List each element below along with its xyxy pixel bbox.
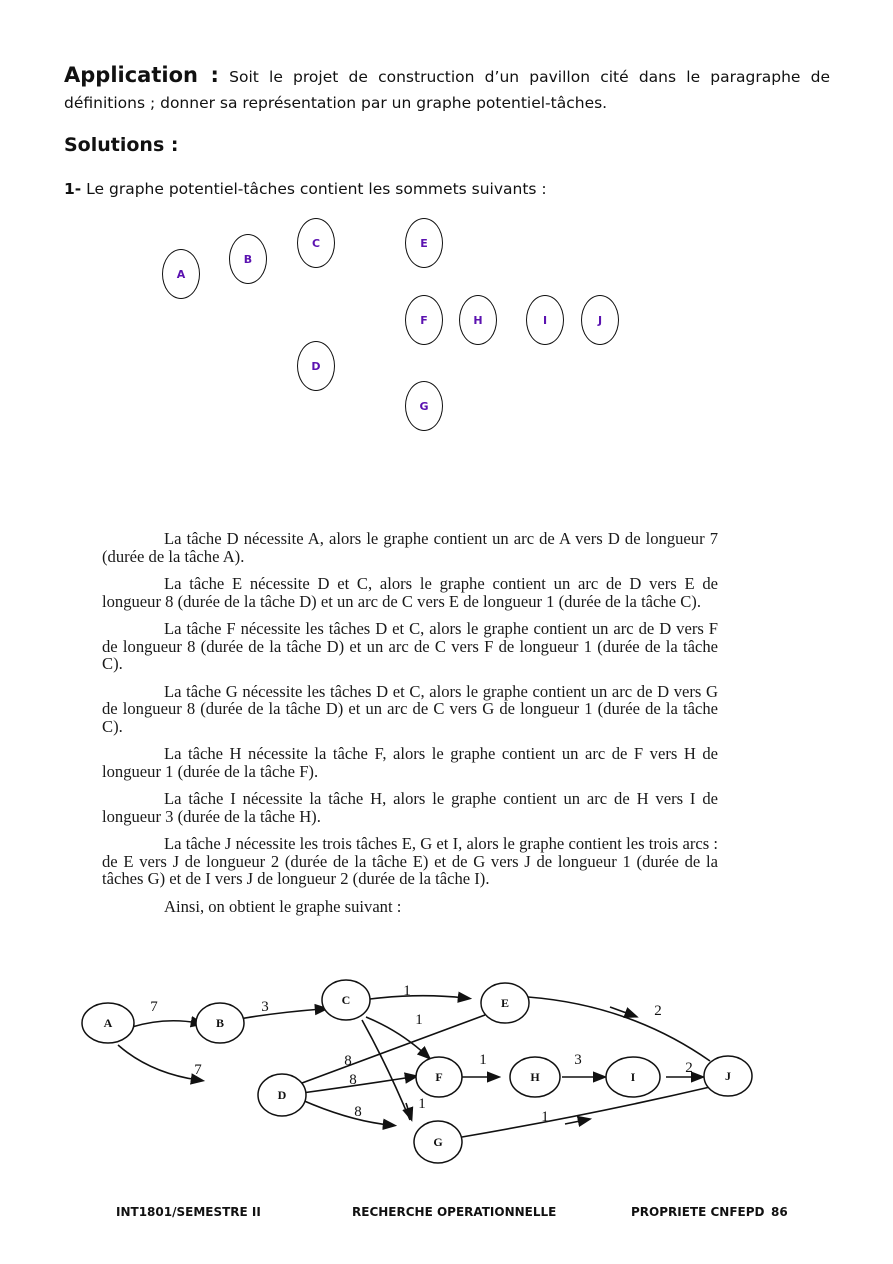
weight-c-e: 1: [403, 983, 411, 999]
graph-node-e: E: [500, 996, 510, 1010]
footer-page-number: 86: [771, 1205, 788, 1219]
solutions-title: Solutions :: [64, 134, 179, 156]
point-1: [64, 180, 547, 198]
vertex-d: D: [297, 341, 335, 391]
vertex-j: J: [581, 295, 619, 345]
vertex-e: E: [405, 218, 443, 268]
paragraph-task-e: La tâche E nécessite D et C, alors le graphe contient un arc de D vers E de longueur 8 (durée de la tâche D) et un arc de C vers E de longueur 1 (durée de la tâche C).: [102, 574, 718, 611]
weight-f-h: 1: [479, 1052, 487, 1068]
weight-a-b: 7: [150, 999, 158, 1015]
weight-a-d: 7: [194, 1062, 202, 1078]
vertex-h: H: [459, 295, 497, 345]
paragraph-task-g: La tâche G nécessite les tâches D et C, alors le graphe contient un arc de D vers G de longueur 8 (durée de la tâche D) et un arc de C vers G de longueur 1 (durée de la tâche C).: [102, 681, 718, 736]
weight-i-j: 2: [685, 1060, 693, 1076]
edge-e-j: [528, 997, 710, 1061]
vertex-b: B: [229, 234, 267, 284]
task-explanations: [102, 530, 718, 925]
edge-c-g: [362, 1020, 410, 1120]
footer-course-title: RECHERCHE OPERATIONNELLE: [352, 1205, 557, 1219]
vertex-f: F: [405, 295, 443, 345]
paragraph-task-j: La tâche J nécessite les trois tâches E, G et I, alors le graphe contient les trois arcs : de E vers J de longueur 2 (durée de la tâche E) et de G vers J de longueur 1 (durée de la tâches G) et de I vers J de longueur 2 (durée de la tâche I).: [102, 834, 718, 888]
weight-g-j: 1: [541, 1109, 549, 1125]
point-1-text: Le graphe potentiel-tâches contient les sommets suivants :: [86, 180, 547, 198]
footer-course-code: INT1801/SEMESTRE II: [116, 1205, 261, 1219]
edge-a-d: [118, 1045, 198, 1080]
paragraph-task-h: La tâche H nécessite la tâche F, alors le graphe contient un arc de F vers H de longueur 1 (durée de la tâche F).: [102, 744, 718, 781]
graph-node-f: F: [435, 1070, 443, 1084]
application-heading: Application :: [64, 63, 219, 87]
vertex-i: I: [526, 295, 564, 345]
graph-node-i: I: [630, 1070, 636, 1084]
graph-node-g: G: [433, 1135, 443, 1149]
vertex-c: C: [297, 218, 335, 268]
paragraph-task-i: La tâche I nécessite la tâche H, alors le graphe contient un arc de H vers I de longueur 3 (durée de la tâche H).: [102, 789, 718, 826]
graph-node-h: H: [530, 1070, 540, 1084]
potential-task-graph: [70, 975, 790, 1175]
edge-a-b: [132, 1021, 198, 1027]
weight-h-i: 3: [574, 1052, 582, 1068]
weight-c-f: 1: [415, 1012, 423, 1028]
paragraph-task-f: La tâche F nécessite les tâches D et C, alors le graphe contient un arc de D vers F de longueur 8 (durée de la tâche D) et un arc de C vers F de longueur 1 (durée de la tâche C).: [102, 619, 718, 673]
weight-b-c: 3: [261, 999, 269, 1015]
edge-g-j: [462, 1087, 710, 1137]
edge-g-j-arrow: [565, 1120, 585, 1124]
weight-d-f: 8: [349, 1072, 357, 1088]
graph-node-j: J: [725, 1069, 731, 1083]
vertex-g: G: [405, 381, 443, 431]
vertex-a: A: [162, 249, 200, 299]
graph-node-c: C: [341, 993, 351, 1007]
graph-node-b: B: [215, 1016, 225, 1030]
point-1-number: 1-: [64, 180, 82, 198]
intro-paragraph: [64, 62, 830, 116]
weight-d-e: 8: [344, 1053, 352, 1069]
conclusion-text: Ainsi, on obtient le graphe suivant :: [164, 896, 402, 916]
weight-d-g: 8: [354, 1104, 362, 1120]
paragraph-task-d: La tâche D nécessite A, alors le graphe contient un arc de A vers D de longueur 7 (durée de la tâche A).: [102, 529, 718, 566]
weight-e-j: 2: [654, 1003, 662, 1019]
weight-c-g: 1: [418, 1096, 426, 1112]
footer-owner: PROPRIETE CNFEPD: [631, 1205, 765, 1219]
application-text: Soit le projet de construction d’un pavillon cité dans le paragraphe de définitions ; donner sa représentation par un graphe potentiel-tâches.: [64, 68, 830, 112]
edge-d-g: [302, 1100, 390, 1125]
graph-node-d: D: [277, 1088, 287, 1102]
edge-c-e: [370, 996, 465, 999]
graph-node-a: A: [103, 1016, 113, 1030]
